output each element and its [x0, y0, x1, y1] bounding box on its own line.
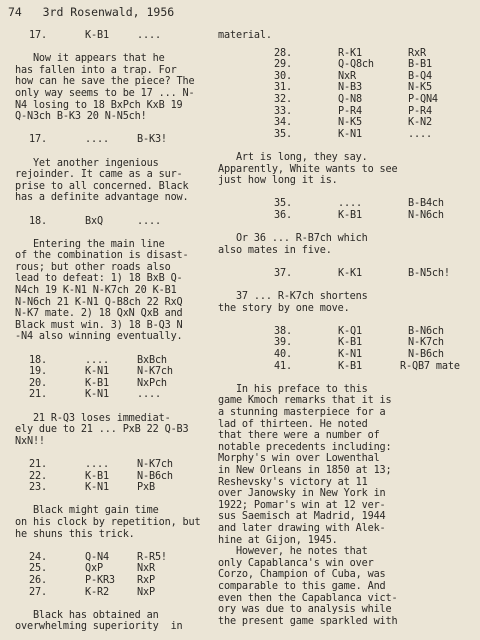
move-row: [15, 216, 217, 228]
move-row: [15, 552, 217, 564]
text-line: has a definite advantage now.: [15, 192, 189, 204]
spacer: [15, 598, 217, 610]
white-move: K-R2: [85, 586, 109, 598]
text-line: how can he save the piece? The: [15, 76, 195, 88]
move-number: 22.: [29, 470, 47, 482]
text-line: -N4 also winning eventually.: [15, 331, 183, 343]
spacer: [218, 256, 424, 268]
move-row: [218, 325, 444, 338]
move-number: 20.: [29, 377, 47, 389]
move-row: [15, 134, 217, 146]
text-line: on his clock by repetition, but: [15, 516, 201, 528]
white-move: K-B1: [85, 470, 109, 482]
move-number: 30.: [274, 70, 292, 82]
move-number: 36.: [274, 209, 292, 221]
text-line: only Capablanca's win over: [218, 557, 374, 569]
text-line: and later drawing with Alek-: [218, 522, 386, 534]
black-move: ....: [137, 215, 161, 227]
move-number: 26.: [29, 574, 47, 586]
text-line: Yet another ingenious: [15, 157, 159, 169]
text-line: just how long it is.: [218, 175, 338, 187]
move-row: [15, 459, 217, 471]
move-row: [15, 482, 217, 494]
move-row: [15, 575, 217, 587]
text-line: he shuns this trick.: [15, 528, 135, 540]
spacer: [15, 447, 217, 459]
spacer: [15, 343, 217, 355]
black-move: N-N6ch: [408, 209, 444, 221]
black-move: PxB: [137, 482, 155, 494]
black-move: R-R5!: [137, 551, 167, 563]
text-line: the story by one move.: [218, 302, 350, 314]
black-move: ....: [408, 128, 432, 140]
white-move: K-Q1: [338, 325, 362, 337]
text-line: material.: [218, 30, 272, 41]
black-move: BxBch: [137, 354, 167, 366]
move-row: [218, 105, 432, 118]
text-line: a stunning masterpiece for a: [218, 407, 386, 418]
text-line: in New Orleans in 1850 at 13;: [218, 464, 392, 476]
text-line: lead to defeat: 1) 18 BxB Q-: [15, 273, 183, 285]
text-line: 37 ... R-K7ch shortens: [218, 291, 368, 303]
move-row: [218, 70, 432, 83]
move-number: 17.: [29, 30, 47, 41]
white-move: N-B3: [338, 82, 362, 94]
text-line: Or 36 ... R-B7ch which: [218, 233, 368, 245]
white-move: P-R4: [338, 105, 362, 117]
black-move: R-QB7 mate: [400, 360, 460, 372]
text-line: Q-N3ch B-K3 20 N-N5ch!: [15, 111, 147, 123]
move-number: 34.: [274, 117, 292, 129]
spacer: [218, 187, 424, 199]
text-line: notable precedents including:: [218, 441, 392, 453]
spacer: [15, 494, 217, 506]
white-move: Q-Q8ch: [338, 59, 374, 71]
move-number: 28.: [274, 47, 292, 59]
move-number: 35.: [274, 128, 292, 140]
text-line: In his preface to this: [218, 383, 368, 395]
text-line: Apparently, White wants to see: [218, 163, 398, 175]
white-move: BxQ: [85, 215, 103, 227]
text-line: also mates in five.: [218, 244, 332, 256]
black-move: N-K7ch: [137, 366, 173, 378]
black-move: ....: [137, 389, 161, 401]
white-move: ....: [85, 458, 109, 470]
text-line: Corzo, Champion of Cuba, was: [218, 569, 386, 581]
text-line: even then the Capablanca vict-: [218, 592, 398, 604]
black-move: N-B6ch: [408, 349, 444, 361]
move-row: [218, 117, 432, 129]
white-move: ....: [85, 354, 109, 366]
black-move: K-N2: [408, 117, 432, 129]
right-column: [218, 30, 460, 627]
move-row: [218, 48, 424, 60]
black-move: N-K7ch: [408, 337, 444, 349]
move-number: 18.: [29, 215, 47, 227]
text-line: 21 R-Q3 loses immediat-: [15, 412, 171, 424]
text-line: N4 losing to 18 BxPch KxB 19: [15, 99, 183, 111]
text-line: over Janowsky in New York in: [218, 488, 386, 500]
move-row: [218, 82, 432, 94]
white-move: ....: [338, 198, 362, 210]
text-line: N-K7 mate. 2) 18 QxN QxB and: [15, 308, 183, 320]
move-row: [15, 378, 217, 390]
text-line: prise to all concerned. Black: [15, 180, 189, 192]
text-line: sus Saemisch at Madrid, 1944: [218, 511, 386, 523]
spacer: [15, 146, 217, 158]
white-move: Q-N8: [338, 93, 362, 105]
move-row: [15, 587, 217, 599]
black-move: N-K5: [408, 82, 432, 94]
text-line: Art is long, they say.: [218, 151, 368, 163]
text-line: Black has obtained an: [15, 609, 159, 621]
move-row: [218, 337, 444, 349]
text-line: has fallen into a trap. For: [15, 64, 177, 76]
move-row: [15, 471, 217, 483]
white-move: P-KR3: [85, 574, 115, 586]
text-line: Morphy's win over Lowenthal: [218, 453, 380, 465]
move-row: [218, 59, 432, 71]
move-number: 40.: [274, 349, 292, 361]
text-line: overwhelming superiority in: [15, 621, 183, 633]
move-row: [218, 128, 432, 141]
black-move: RxP: [137, 574, 155, 586]
spacer: [15, 401, 217, 413]
text-line: only way seems to be 17 ... N-: [15, 87, 195, 99]
text-line: Black might gain time: [15, 505, 159, 517]
move-row: [218, 349, 444, 361]
move-number: 39.: [274, 337, 292, 349]
white-move: K-N1: [338, 128, 362, 140]
white-move: K-N1: [85, 389, 109, 401]
text-line: NxN!!: [15, 435, 45, 447]
black-move: NxR: [137, 563, 155, 575]
left-column: [15, 30, 217, 633]
spacer: [218, 140, 424, 152]
page-header: 74 3rd Rosenwald, 1956: [8, 5, 175, 19]
move-row: [218, 209, 444, 222]
move-number: 32.: [274, 93, 292, 105]
black-move: N-B6ch: [137, 470, 173, 482]
white-move: K-B1: [85, 377, 109, 389]
move-number: 21.: [29, 389, 47, 401]
white-move: K-N1: [338, 349, 362, 361]
white-move: R-K1: [338, 47, 362, 59]
black-move: NxP: [137, 586, 155, 598]
spacer: [15, 42, 217, 54]
black-move: RxR: [408, 47, 426, 59]
text-line: hine at Gijon, 1945.: [218, 534, 338, 546]
text-line: N-N6ch 21 K-N1 Q-B8ch 22 RxQ: [15, 296, 183, 308]
move-number: 31.: [274, 82, 292, 94]
move-number: 24.: [29, 551, 47, 563]
black-move: B-N6ch: [408, 325, 444, 337]
move-number: 35.: [274, 198, 292, 210]
move-row: [218, 198, 444, 210]
white-move: K-B1: [85, 30, 109, 41]
move-row: [218, 267, 450, 280]
spacer: [15, 123, 217, 135]
text-line: rous; but other roads also: [15, 261, 171, 273]
black-move: B-B1: [408, 59, 432, 71]
white-move: K-B1: [338, 209, 362, 221]
move-number: 23.: [29, 482, 47, 494]
black-move: B-K3!: [137, 134, 167, 146]
text-line: Reshevsky's victory at 11: [218, 476, 368, 488]
white-move: K-N1: [85, 482, 109, 494]
text-line: Now it appears that he: [15, 53, 165, 65]
spacer: [15, 204, 217, 216]
move-number: 21.: [29, 458, 47, 470]
text-line: comparable to this game. And: [218, 580, 386, 592]
black-move: NxPch: [137, 377, 167, 389]
text-line: ory was due to analysis while: [218, 604, 392, 616]
white-move: K-N1: [85, 366, 109, 378]
move-number: 29.: [274, 59, 292, 71]
text-line: Entering the main line: [15, 238, 165, 250]
text-line: Black must win. 3) 18 B-Q3 N: [15, 319, 183, 331]
black-move: P-R4: [408, 105, 432, 117]
spacer: [218, 222, 424, 234]
text-line: game Kmoch remarks that it is: [218, 395, 392, 407]
black-move: B-B4ch: [408, 198, 444, 210]
move-row: [15, 355, 217, 367]
spacer: [218, 279, 424, 291]
move-number: 33.: [274, 105, 292, 117]
move-number: 17.: [29, 134, 47, 146]
black-move: N-K7ch: [137, 458, 173, 470]
white-move: N-K5: [338, 117, 362, 129]
text-line: N4ch 19 K-N1 N-K7ch 20 K-B1: [15, 285, 177, 297]
move-number: 25.: [29, 563, 47, 575]
move-row: [15, 563, 217, 575]
text-line: of the combination is disast-: [15, 250, 189, 262]
white-move: NxR: [338, 70, 356, 82]
white-move: ....: [85, 134, 109, 146]
black-move: P-QN4: [408, 93, 438, 105]
text-line: However, he notes that: [218, 546, 368, 558]
move-row: [218, 93, 438, 106]
white-move: K-B1: [338, 337, 362, 349]
move-row: [15, 389, 217, 401]
spacer: [15, 540, 217, 552]
white-move: K-B1: [338, 360, 362, 372]
move-number: 18.: [29, 354, 47, 366]
move-number: 37.: [274, 267, 292, 279]
text-line: the present game sparkled with: [218, 615, 398, 627]
white-move: QxP: [85, 563, 103, 575]
move-row: [15, 366, 217, 378]
move-number: 41.: [274, 360, 292, 372]
black-move: B-Q4: [408, 70, 432, 82]
text-line: rejoinder. It came as a sur-: [15, 169, 183, 181]
black-move: B-N5ch!: [408, 267, 450, 279]
move-number: 27.: [29, 586, 47, 598]
move-number: 38.: [274, 325, 292, 337]
spacer: [15, 227, 217, 239]
text-line: 1922; Pomar's win at 12 ver-: [218, 499, 386, 511]
text-line: ely due to 21 ... PxB 22 Q-B3: [15, 424, 189, 436]
spacer: [218, 314, 424, 326]
text-line: lad of thirteen. He noted: [218, 418, 368, 430]
text-line: that there were a number of: [218, 430, 380, 442]
black-move: ....: [137, 30, 161, 41]
white-move: K-K1: [338, 267, 362, 279]
move-number: 19.: [29, 366, 47, 378]
white-move: Q-N4: [85, 551, 109, 563]
move-row: [15, 30, 217, 42]
spacer: [218, 372, 424, 384]
move-row: [218, 360, 460, 373]
